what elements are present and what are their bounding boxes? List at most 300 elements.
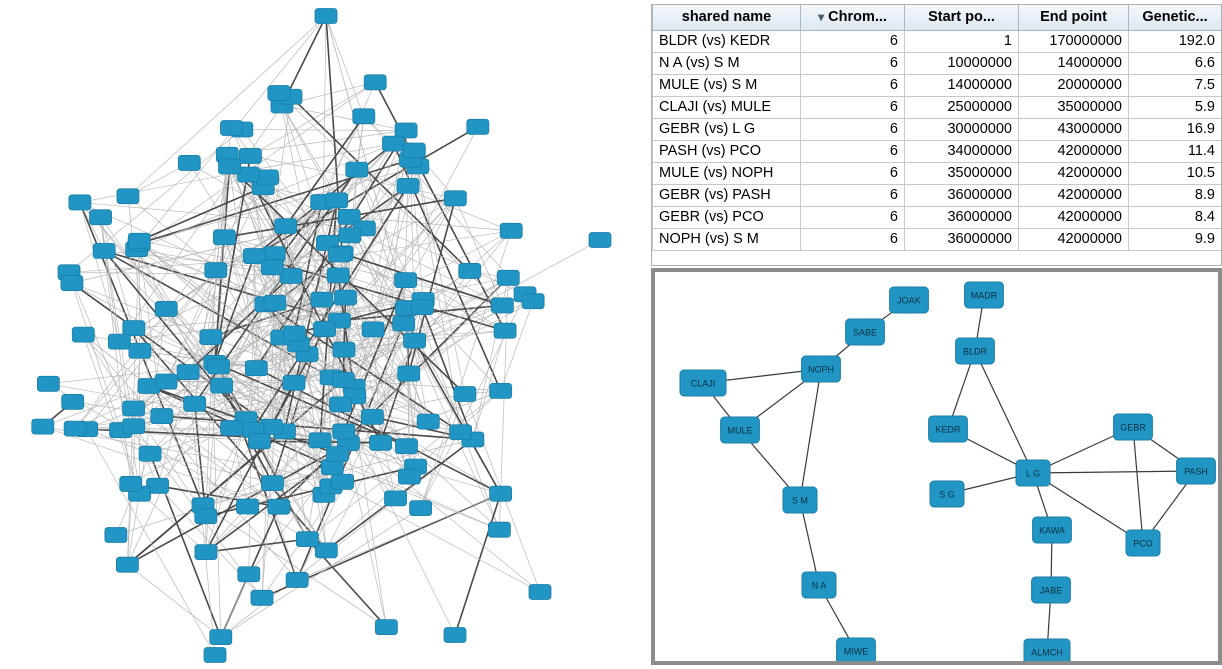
table-cell-shared_name[interactable]: NOPH (vs) S M	[653, 228, 801, 250]
main-network-node[interactable]	[497, 270, 519, 285]
node-shape[interactable]	[248, 434, 270, 449]
main-network-node[interactable]	[61, 276, 83, 291]
node-shape[interactable]	[444, 191, 466, 206]
table-row[interactable]	[653, 96, 1222, 118]
table-cell-chromosome[interactable]: 6	[801, 206, 905, 228]
main-network-edge[interactable]	[83, 335, 272, 484]
main-network-node[interactable]	[296, 532, 318, 547]
column-header-genetic[interactable]	[1129, 5, 1222, 30]
main-network-edge[interactable]	[242, 130, 406, 131]
table-row[interactable]	[653, 52, 1222, 74]
main-network-node[interactable]	[245, 361, 267, 376]
node-shape[interactable]	[129, 343, 151, 358]
main-network-node[interactable]	[178, 155, 200, 170]
node-shape[interactable]	[330, 397, 352, 412]
node-shape[interactable]	[398, 469, 420, 484]
main-network-node[interactable]	[239, 148, 261, 163]
subnetwork-edge[interactable]	[1133, 427, 1143, 543]
subnetwork-node[interactable]	[1114, 414, 1153, 440]
node-shape[interactable]	[200, 330, 222, 345]
table-cell-end_point[interactable]: 42000000	[1019, 228, 1129, 250]
subnetwork-node[interactable]	[1024, 639, 1070, 661]
subnetwork-node[interactable]	[846, 319, 885, 345]
table-cell-end_point[interactable]: 43000000	[1019, 118, 1129, 140]
node-shape[interactable]	[326, 447, 348, 462]
node-shape[interactable]	[245, 361, 267, 376]
node-shape[interactable]	[346, 162, 368, 177]
main-network-node[interactable]	[200, 330, 222, 345]
table-cell-chromosome[interactable]: 6	[801, 30, 905, 52]
subnetwork-node[interactable]	[721, 417, 760, 443]
node-shape[interactable]	[397, 178, 419, 193]
table-cell-chromosome[interactable]: 6	[801, 118, 905, 140]
node-shape[interactable]	[184, 396, 206, 411]
node-shape[interactable]	[263, 247, 285, 262]
main-network-node[interactable]	[93, 243, 115, 258]
node-shape[interactable]	[589, 233, 611, 248]
column-header-start-point[interactable]	[905, 5, 1019, 30]
main-network-node[interactable]	[398, 366, 420, 381]
main-network-node[interactable]	[314, 322, 336, 337]
node-shape[interactable]	[361, 409, 383, 424]
main-network-node[interactable]	[64, 421, 86, 436]
node-shape[interactable]	[332, 373, 354, 388]
node-shape[interactable]	[268, 499, 290, 514]
main-network-node[interactable]	[139, 446, 161, 461]
main-network-node[interactable]	[382, 136, 404, 151]
table-cell-shared_name[interactable]: CLAJI (vs) MULE	[653, 96, 801, 118]
node-shape[interactable]	[494, 323, 516, 338]
main-network-node[interactable]	[221, 420, 243, 435]
table-cell-genetic[interactable]: 5.9	[1129, 96, 1222, 118]
node-shape[interactable]	[417, 414, 439, 429]
table-cell-shared_name[interactable]: BLDR (vs) KEDR	[653, 30, 801, 52]
subnetwork-node[interactable]	[680, 370, 726, 396]
node-shape[interactable]	[382, 136, 404, 151]
main-network-node[interactable]	[116, 557, 138, 572]
node-shape[interactable]	[178, 155, 200, 170]
node-shape[interactable]	[395, 439, 417, 454]
main-network-node[interactable]	[450, 425, 472, 440]
main-network-node[interactable]	[398, 469, 420, 484]
node-shape[interactable]	[403, 143, 425, 158]
main-network-node[interactable]	[210, 630, 232, 645]
main-network-node[interactable]	[397, 178, 419, 193]
main-network-node[interactable]	[123, 419, 145, 434]
node-shape[interactable]	[393, 316, 415, 331]
node-shape[interactable]	[221, 420, 243, 435]
table-cell-genetic[interactable]: 16.9	[1129, 118, 1222, 140]
main-network-edge[interactable]	[357, 170, 511, 231]
main-network-node[interactable]	[311, 292, 333, 307]
node-shape[interactable]	[314, 322, 336, 337]
table-cell-end_point[interactable]: 42000000	[1019, 184, 1129, 206]
node-shape[interactable]	[488, 522, 510, 537]
column-header-shared-name[interactable]	[653, 5, 801, 30]
table-cell-start_point[interactable]: 35000000	[905, 162, 1019, 184]
main-network-node[interactable]	[385, 491, 407, 506]
main-network-node[interactable]	[339, 228, 361, 243]
table-cell-start_point[interactable]: 10000000	[905, 52, 1019, 74]
node-shape[interactable]	[117, 189, 139, 204]
main-network-node[interactable]	[195, 509, 217, 524]
main-network-node[interactable]	[395, 273, 417, 288]
table-cell-start_point[interactable]: 14000000	[905, 74, 1019, 96]
table-row[interactable]	[653, 30, 1222, 52]
table-cell-end_point[interactable]: 42000000	[1019, 162, 1129, 184]
main-network-node[interactable]	[248, 434, 270, 449]
node-shape[interactable]	[123, 401, 145, 416]
main-network-edge[interactable]	[414, 151, 465, 394]
subnetwork-node[interactable]	[929, 416, 968, 442]
main-network-node[interactable]	[309, 433, 331, 448]
node-shape[interactable]	[61, 276, 83, 291]
node-shape[interactable]	[32, 419, 54, 434]
main-network-node[interactable]	[72, 327, 94, 342]
main-network-node[interactable]	[403, 143, 425, 158]
main-network-node[interactable]	[326, 193, 348, 208]
node-shape[interactable]	[151, 409, 173, 424]
node-shape[interactable]	[370, 435, 392, 450]
subnetwork-node[interactable]	[802, 572, 836, 598]
node-shape[interactable]	[204, 648, 226, 663]
node-shape[interactable]	[375, 620, 397, 635]
main-network-node[interactable]	[177, 365, 199, 380]
table-row[interactable]	[653, 140, 1222, 162]
table-cell-start_point[interactable]: 36000000	[905, 228, 1019, 250]
main-network-edge[interactable]	[221, 440, 473, 638]
main-network-node[interactable]	[529, 585, 551, 600]
node-shape[interactable]	[238, 567, 260, 582]
main-network-node[interactable]	[155, 301, 177, 316]
subnetwork-view[interactable]	[651, 268, 1222, 665]
subnetwork-edge[interactable]	[1033, 471, 1196, 473]
subnetwork-edge[interactable]	[800, 369, 821, 500]
subnetwork-edge[interactable]	[975, 351, 1033, 473]
node-shape[interactable]	[261, 476, 283, 491]
main-network-node[interactable]	[237, 499, 259, 514]
node-shape[interactable]	[283, 375, 305, 390]
table-row[interactable]	[653, 206, 1222, 228]
node-shape[interactable]	[353, 109, 375, 124]
main-network-node[interactable]	[444, 191, 466, 206]
table-cell-start_point[interactable]: 36000000	[905, 184, 1019, 206]
main-network-node[interactable]	[264, 295, 286, 310]
node-shape[interactable]	[529, 585, 551, 600]
main-network-node[interactable]	[62, 394, 84, 409]
table-cell-start_point[interactable]: 34000000	[905, 140, 1019, 162]
main-network-node[interactable]	[155, 374, 177, 389]
column-header-end-point[interactable]	[1019, 5, 1129, 30]
node-shape[interactable]	[177, 365, 199, 380]
main-network-node[interactable]	[491, 298, 513, 313]
main-network-node[interactable]	[329, 247, 351, 262]
table-cell-genetic[interactable]: 7.5	[1129, 74, 1222, 96]
node-shape[interactable]	[37, 376, 59, 391]
subnetwork-node[interactable]	[783, 487, 817, 513]
subnetwork-node[interactable]	[956, 338, 995, 364]
main-network-node[interactable]	[330, 397, 352, 412]
main-network-node[interactable]	[123, 401, 145, 416]
main-network-node[interactable]	[327, 268, 349, 283]
main-network-node[interactable]	[268, 499, 290, 514]
main-network-node[interactable]	[128, 233, 150, 248]
node-shape[interactable]	[450, 425, 472, 440]
node-shape[interactable]	[333, 342, 355, 357]
main-network-node[interactable]	[205, 263, 227, 278]
node-shape[interactable]	[490, 383, 512, 398]
main-network-edge[interactable]	[455, 494, 501, 635]
main-network-node[interactable]	[219, 159, 241, 174]
node-shape[interactable]	[195, 509, 217, 524]
node-shape[interactable]	[283, 326, 305, 341]
node-shape[interactable]	[454, 386, 476, 401]
main-network-node[interactable]	[333, 342, 355, 357]
node-shape[interactable]	[444, 628, 466, 643]
subnetwork-node[interactable]	[1016, 460, 1050, 486]
node-shape[interactable]	[62, 394, 84, 409]
subnetwork-node[interactable]	[965, 282, 1004, 308]
table-cell-start_point[interactable]: 36000000	[905, 206, 1019, 228]
node-shape[interactable]	[467, 119, 489, 134]
main-network-node[interactable]	[315, 543, 337, 558]
table-cell-genetic[interactable]: 11.4	[1129, 140, 1222, 162]
table-row[interactable]	[653, 162, 1222, 184]
main-network-node[interactable]	[500, 223, 522, 238]
node-shape[interactable]	[309, 433, 331, 448]
node-shape[interactable]	[210, 630, 232, 645]
node-shape[interactable]	[497, 270, 519, 285]
node-shape[interactable]	[128, 233, 150, 248]
table-cell-shared_name[interactable]: GEBR (vs) PCO	[653, 206, 801, 228]
node-shape[interactable]	[404, 333, 426, 348]
table-cell-end_point[interactable]: 14000000	[1019, 52, 1129, 74]
main-network-node[interactable]	[315, 9, 337, 24]
main-network-node[interactable]	[454, 386, 476, 401]
main-network-node[interactable]	[353, 109, 375, 124]
main-network-node[interactable]	[195, 545, 217, 560]
node-shape[interactable]	[123, 321, 145, 336]
node-shape[interactable]	[411, 300, 433, 315]
main-network-node[interactable]	[286, 572, 308, 587]
table-cell-shared_name[interactable]: PASH (vs) PCO	[653, 140, 801, 162]
subnetwork-node[interactable]	[890, 287, 929, 313]
table-row[interactable]	[653, 118, 1222, 140]
table-cell-chromosome[interactable]: 6	[801, 96, 905, 118]
subnetwork-node[interactable]	[1126, 530, 1160, 556]
node-shape[interactable]	[213, 230, 235, 245]
main-network-node[interactable]	[494, 323, 516, 338]
node-shape[interactable]	[251, 590, 273, 605]
node-shape[interactable]	[395, 273, 417, 288]
table-cell-chromosome[interactable]: 6	[801, 184, 905, 206]
main-network-node[interactable]	[334, 290, 356, 305]
main-network-node[interactable]	[151, 409, 173, 424]
main-network-node[interactable]	[213, 230, 235, 245]
node-shape[interactable]	[459, 263, 481, 278]
main-network-node[interactable]	[411, 300, 433, 315]
table-cell-end_point[interactable]: 35000000	[1019, 96, 1129, 118]
main-network-node[interactable]	[32, 419, 54, 434]
node-shape[interactable]	[239, 148, 261, 163]
main-network-node[interactable]	[261, 260, 283, 275]
main-network-node[interactable]	[522, 294, 544, 309]
main-network-node[interactable]	[123, 321, 145, 336]
table-row[interactable]	[653, 228, 1222, 250]
node-shape[interactable]	[208, 359, 230, 374]
main-network-node[interactable]	[332, 474, 354, 489]
main-network-node[interactable]	[120, 476, 142, 491]
main-network-node[interactable]	[395, 439, 417, 454]
main-network-node[interactable]	[332, 373, 354, 388]
main-network-node[interactable]	[268, 86, 290, 101]
main-network-node[interactable]	[364, 75, 386, 90]
node-shape[interactable]	[155, 301, 177, 316]
node-shape[interactable]	[120, 476, 142, 491]
main-network-node[interactable]	[362, 322, 384, 337]
main-network-node[interactable]	[459, 263, 481, 278]
main-network-node[interactable]	[261, 476, 283, 491]
node-shape[interactable]	[93, 243, 115, 258]
subnetwork-node[interactable]	[930, 481, 964, 507]
subnetwork-node[interactable]	[802, 356, 841, 382]
table-cell-chromosome[interactable]: 6	[801, 74, 905, 96]
node-shape[interactable]	[261, 260, 283, 275]
main-network-node[interactable]	[275, 219, 297, 234]
node-shape[interactable]	[410, 501, 432, 516]
node-shape[interactable]	[332, 474, 354, 489]
main-network-node[interactable]	[251, 590, 273, 605]
main-network-node[interactable]	[467, 119, 489, 134]
main-network-node[interactable]	[108, 334, 130, 349]
node-shape[interactable]	[116, 557, 138, 572]
node-shape[interactable]	[327, 268, 349, 283]
main-network-node[interactable]	[221, 120, 243, 135]
filter-icon[interactable]: ▾	[818, 10, 825, 25]
table-cell-genetic[interactable]: 9.9	[1129, 228, 1222, 250]
node-shape[interactable]	[155, 374, 177, 389]
table-cell-end_point[interactable]: 170000000	[1019, 30, 1129, 52]
table-cell-shared_name[interactable]: N A (vs) S M	[653, 52, 801, 74]
main-network-node[interactable]	[283, 375, 305, 390]
node-shape[interactable]	[364, 75, 386, 90]
main-network-node[interactable]	[393, 316, 415, 331]
node-shape[interactable]	[64, 421, 86, 436]
node-shape[interactable]	[275, 219, 297, 234]
node-shape[interactable]	[398, 366, 420, 381]
main-network-node[interactable]	[417, 414, 439, 429]
main-network-node[interactable]	[375, 620, 397, 635]
node-shape[interactable]	[500, 223, 522, 238]
main-network-node[interactable]	[263, 247, 285, 262]
table-cell-chromosome[interactable]: 6	[801, 52, 905, 74]
table-cell-start_point[interactable]: 30000000	[905, 118, 1019, 140]
main-network-edge[interactable]	[203, 505, 386, 627]
main-network-node[interactable]	[238, 567, 260, 582]
table-row[interactable]	[653, 74, 1222, 96]
node-shape[interactable]	[237, 499, 259, 514]
node-shape[interactable]	[522, 294, 544, 309]
main-network-node[interactable]	[488, 522, 510, 537]
main-network-node[interactable]	[105, 527, 127, 542]
node-shape[interactable]	[311, 292, 333, 307]
main-network-node[interactable]	[404, 333, 426, 348]
node-shape[interactable]	[211, 378, 233, 393]
edge-table-panel[interactable]	[651, 4, 1222, 266]
main-network-node[interactable]	[410, 501, 432, 516]
main-network-node[interactable]	[211, 378, 233, 393]
node-shape[interactable]	[264, 295, 286, 310]
main-network-node[interactable]	[283, 326, 305, 341]
node-shape[interactable]	[90, 210, 112, 225]
table-cell-genetic[interactable]: 8.9	[1129, 184, 1222, 206]
main-network-node[interactable]	[184, 396, 206, 411]
table-cell-chromosome[interactable]: 6	[801, 228, 905, 250]
node-shape[interactable]	[105, 527, 127, 542]
subnetwork-node[interactable]	[837, 638, 876, 661]
column-header-chromosome[interactable]	[801, 5, 905, 30]
main-network-node[interactable]	[90, 210, 112, 225]
node-shape[interactable]	[286, 572, 308, 587]
node-shape[interactable]	[315, 543, 337, 558]
main-network-node[interactable]	[117, 189, 139, 204]
node-shape[interactable]	[491, 298, 513, 313]
node-shape[interactable]	[333, 424, 355, 439]
main-network-node[interactable]	[490, 486, 512, 501]
table-cell-shared_name[interactable]: GEBR (vs) PASH	[653, 184, 801, 206]
subnetwork-node[interactable]	[1033, 517, 1072, 543]
node-shape[interactable]	[490, 486, 512, 501]
table-cell-genetic[interactable]: 10.5	[1129, 162, 1222, 184]
subnetwork-canvas[interactable]	[655, 272, 1218, 661]
node-shape[interactable]	[195, 545, 217, 560]
main-network-edge[interactable]	[87, 428, 232, 429]
node-shape[interactable]	[339, 228, 361, 243]
node-shape[interactable]	[315, 9, 337, 24]
node-shape[interactable]	[334, 290, 356, 305]
subnetwork-node[interactable]	[1177, 458, 1216, 484]
main-network-node[interactable]	[589, 233, 611, 248]
node-shape[interactable]	[123, 419, 145, 434]
node-shape[interactable]	[296, 532, 318, 547]
table-cell-end_point[interactable]: 42000000	[1019, 206, 1129, 228]
main-network-node[interactable]	[208, 359, 230, 374]
node-shape[interactable]	[205, 263, 227, 278]
node-shape[interactable]	[385, 491, 407, 506]
table-cell-end_point[interactable]: 42000000	[1019, 140, 1129, 162]
table-cell-start_point[interactable]: 1	[905, 30, 1019, 52]
main-network-node[interactable]	[346, 162, 368, 177]
node-shape[interactable]	[69, 195, 91, 210]
main-network-node[interactable]	[37, 376, 59, 391]
table-cell-start_point[interactable]: 25000000	[905, 96, 1019, 118]
main-network-node[interactable]	[370, 435, 392, 450]
main-network-node[interactable]	[444, 628, 466, 643]
table-cell-genetic[interactable]: 192.0	[1129, 30, 1222, 52]
node-shape[interactable]	[219, 159, 241, 174]
node-shape[interactable]	[329, 247, 351, 262]
table-row[interactable]	[653, 184, 1222, 206]
main-network-node[interactable]	[69, 195, 91, 210]
main-network-node[interactable]	[204, 648, 226, 663]
table-cell-genetic[interactable]: 8.4	[1129, 206, 1222, 228]
table-cell-end_point[interactable]: 20000000	[1019, 74, 1129, 96]
node-shape[interactable]	[268, 86, 290, 101]
table-cell-genetic[interactable]: 6.6	[1129, 52, 1222, 74]
node-shape[interactable]	[221, 120, 243, 135]
table-cell-chromosome[interactable]: 6	[801, 162, 905, 184]
main-network-node[interactable]	[333, 424, 355, 439]
